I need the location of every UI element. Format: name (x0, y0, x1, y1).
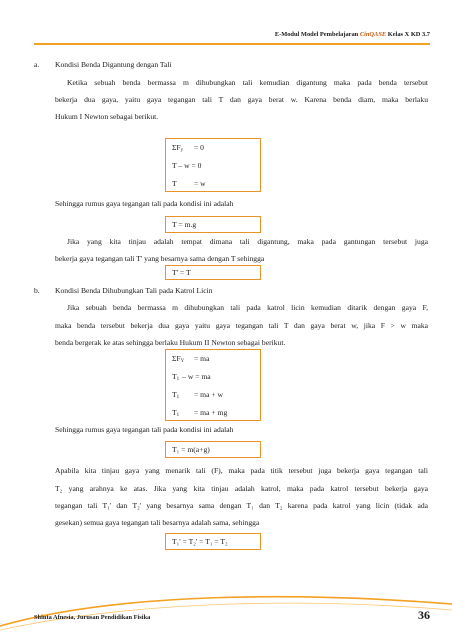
equation-right: = 0 (194, 143, 204, 152)
section-a-title: Kondisi Benda Digantung dengan Tali (55, 60, 172, 69)
footer-wave-decoration (0, 586, 452, 640)
header-suffix: Kelas X KD 3.7 (386, 31, 430, 38)
equation-left: $T_1$ (172, 390, 180, 400)
section-b-marker: b. (34, 286, 40, 295)
equation-left: $T_1$ (172, 372, 180, 382)
equation-row (172, 404, 260, 422)
equation-left: $\Sigma F_y$ (172, 143, 184, 153)
equation-row (172, 175, 260, 193)
equation-row (172, 368, 260, 386)
equation-right: – w = ma (182, 372, 211, 381)
section-b-para2-line3: tegangan tali T₁' dan T₂' yang besarnya sama dengan T₁ dan T₂ karena pada katrol yang licin (tidak ada (55, 501, 428, 510)
equation-right: = ma (194, 354, 210, 363)
header-rule (34, 43, 430, 45)
section-b-para-line1: Jika sebuah benda bermassa m dihubungkan tali pada katrol licin kemudian ditarik dengan gaya F, (67, 303, 428, 312)
section-a-marker: a. (34, 60, 40, 69)
section-a-note-line1: Jika yang kita tinjau adalah tempat dimana tali digantung, maka pada gantungan tersebut juga (67, 237, 428, 246)
section-b-title: Kondisi Benda Dihubungkan Tali pada Katrol Licin (55, 286, 213, 295)
section-b-result-text: Sehingga rumus gaya tegangan tali pada kondisi ini adalah (55, 425, 234, 434)
section-a-result-equation: T = m.g (165, 216, 261, 233)
section-b-para2-line1: Apabila kita tinjau gaya yang menarik tali (F), maka pada titik tersebut juga bekerja gaya tegangan tali (55, 466, 428, 475)
section-b-result-equation: T₁ = m(a+g) (165, 441, 261, 458)
equation-right: = w (194, 179, 206, 188)
section-b-para-line3: benda bergerak ke atas sehingga berlaku Hukum II Newton sebagai berikut. (55, 338, 286, 347)
section-a-note-line2: bekerja gaya tegangan tali T' yang besarnya sama dengan T sehingga (55, 254, 265, 263)
section-a-result-text: Sehingga rumus gaya tegangan tali pada kondisi ini adalah (55, 199, 234, 208)
equation-row (172, 350, 260, 368)
footer-author: Shinta Afnesia, Jurusan Pendidikan Fisika (34, 614, 151, 621)
equation-left: T – w = 0 (172, 161, 202, 170)
equation-row (172, 139, 260, 157)
section-a-equation-box (165, 138, 261, 192)
page-header (275, 31, 430, 38)
equation-left: T (172, 179, 177, 188)
equation-right: = ma + w (194, 390, 224, 399)
section-b-para2-line2: T₂ yang arahnya ke atas. Jika yang kita tinjau adalah katrol, maka pada katrol tersebut bekerja gaya (55, 484, 428, 493)
section-b-para2-line4: gesekan) semua gaya tegangan tali besarnya adalah sama, sehingga (55, 518, 260, 527)
header-brand: CinQASE (359, 31, 387, 38)
equation-left: $\Sigma F_Y$ (172, 354, 185, 364)
section-b-para-line2: maka benda tersebut bekerja dua gaya yaitu gaya tegangan tali T dan gaya berat w, jika F > w maka (55, 321, 428, 330)
header-prefix: E-Modul Model Pembelajaran (274, 31, 360, 38)
equation-left: $T_1$ (172, 408, 180, 418)
equation-row (172, 157, 260, 175)
page-number: 36 (418, 608, 430, 622)
section-a-para-line2: bekerja dua gaya, yaitu gaya tegangan tali T dan gaya berat w. Karena benda diam, maka berlaku (55, 95, 428, 104)
section-b-final-equation: T₁' = T₂' = T₁ = T₂ (165, 533, 261, 550)
equation-row (172, 386, 260, 404)
section-b-equation-box (165, 349, 261, 421)
section-a-para-line1: Ketika sebuah benda bermassa m dihubungkan tali kemudian digantung maka pada benda tersebut (67, 78, 428, 87)
equation-right: = ma + mg (194, 408, 228, 417)
section-a-para-line3: Hukum I Newton sebagai berikut. (55, 112, 159, 121)
section-a-note-equation: T' = T (165, 265, 261, 280)
